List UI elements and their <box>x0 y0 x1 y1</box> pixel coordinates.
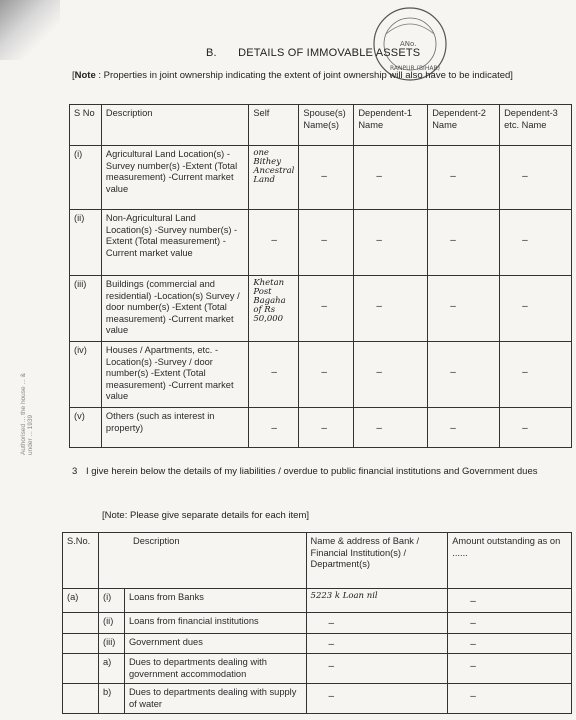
svg-text:ANo.: ANo. <box>400 40 417 48</box>
handwritten-self-entry: one Bithey Ancestral Land <box>249 146 299 210</box>
table-row: (ii) Non-Agricultural Land Location(s) -Survey number(s) -Extent (Total measurement) -Current market value – – – – – <box>70 210 572 276</box>
table-row: (i) Agricultural Land Location(s) -Survey number(s) -Extent (Total measurement) -Current market value one Bithey Ancestral Land – – – – <box>70 146 572 210</box>
liabilities-table <box>62 532 572 714</box>
table-row: (iv) Houses / Apartments, etc. -Location(s) -Survey / door number(s) -Extent (Total measurement) -Current market value – – – – – <box>70 342 572 408</box>
handwritten-self-entry: Khetan Post Bagaha of Rs 50,000 <box>249 276 299 342</box>
col-spouse: Spouse(s) Name(s) <box>299 105 354 146</box>
table-row: (iii) Buildings (commercial and residential) -Location(s) Survey / door number(s) -Extent (Total measurement) -Current market value Khetan Post Bagaha of Rs 50,000 – – – – <box>70 276 572 342</box>
immovable-assets-table <box>69 104 572 448</box>
liabilities-statement: 3 I give herein below the details of my liabilities / overdue to public financial institutions and Government dues <box>72 466 538 477</box>
col-dependent-1: Dependent-1 Name <box>354 105 428 146</box>
table-header-row <box>70 105 572 146</box>
handwritten-bank-entry: 5223 k Loan nil <box>306 589 448 613</box>
table-row: (v) Others (such as interest in property) – – – – – <box>70 408 572 448</box>
col-dependent-2: Dependent-2 Name <box>428 105 500 146</box>
col-bank-name: Name & address of Bank / Financial Institution(s) / Department(s) <box>306 533 448 589</box>
section-heading: B. DETAILS OF IMMOVABLE ASSETS <box>206 47 421 59</box>
col-dependent-3: Dependent-3 etc. Name <box>500 105 572 146</box>
col-description: Description <box>98 533 306 589</box>
table-row: (ii) Loans from financial institutions – – <box>63 613 572 634</box>
svg-text:RANPUR (BIHAR): RANPUR (BIHAR) <box>390 65 440 72</box>
scan-shadow <box>0 0 60 60</box>
col-amount: Amount outstanding as on ...... <box>448 533 572 589</box>
table-row: (a) (i) Loans from Banks 5223 k Loan nil – <box>63 589 572 613</box>
separate-details-note: [Note: Please give separate details for each item] <box>102 510 310 521</box>
table-row: (iii) Government dues – – <box>63 633 572 654</box>
joint-ownership-note: [Note : Properties in joint ownership indicating the extent of joint ownership will also have to be indicated] <box>72 70 513 81</box>
table-header-row <box>63 533 572 589</box>
table-row: a) Dues to departments dealing with government accommodation – – <box>63 654 572 684</box>
table-row: b) Dues to departments dealing with supply of water – – <box>63 684 572 714</box>
col-sno: S No <box>70 105 102 146</box>
col-description: Description <box>101 105 248 146</box>
col-sno: S.No. <box>63 533 99 589</box>
col-self: Self <box>249 105 299 146</box>
side-stamp-text: Authorised ... the house ... & under ... 1939 <box>20 372 34 455</box>
